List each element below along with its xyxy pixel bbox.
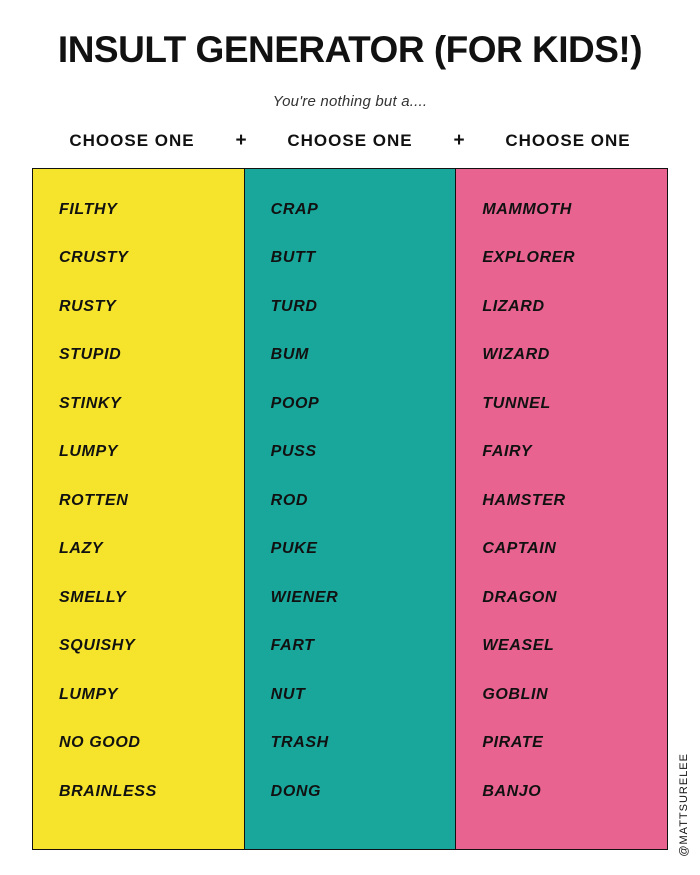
- list-item: ROD: [270, 491, 309, 509]
- word-columns: [32, 168, 668, 850]
- list-item: NO GOOD: [59, 734, 141, 752]
- list-item: BUM: [270, 346, 309, 364]
- list-item: EXPLORER: [482, 249, 576, 267]
- list-item: WEASEL: [482, 637, 555, 655]
- list-item: POOP: [270, 394, 320, 412]
- list-item: FAIRY: [482, 443, 533, 461]
- word-column-3: [455, 169, 667, 849]
- plus-separator-2: +: [453, 129, 465, 151]
- list-item: LIZARD: [482, 297, 545, 315]
- list-item: FART: [270, 637, 315, 655]
- column-header-2: CHOOSE ONE: [287, 130, 413, 150]
- list-item: TURD: [270, 297, 318, 315]
- list-item: PUKE: [270, 540, 318, 558]
- list-item: LAZY: [59, 540, 104, 558]
- list-item: DONG: [270, 782, 322, 800]
- watermark: @MATTSURELEE: [678, 753, 690, 857]
- list-item: MAMMOTH: [482, 200, 572, 218]
- list-item: SQUISHY: [59, 637, 136, 655]
- list-item: PIRATE: [482, 734, 544, 752]
- page-title: INSULT GENERATOR (FOR KIDS!): [57, 29, 643, 70]
- list-item: TRASH: [270, 734, 329, 752]
- list-item: FILTHY: [59, 200, 118, 218]
- list-item: RUSTY: [59, 297, 117, 315]
- list-item: CAPTAIN: [482, 540, 557, 558]
- list-item: SMELLY: [59, 588, 127, 606]
- word-column-1: [33, 169, 244, 849]
- list-item: CRUSTY: [59, 249, 129, 267]
- subtitle: You're nothing but a....: [272, 92, 428, 110]
- plus-separator-1: +: [235, 129, 247, 151]
- word-column-2: [244, 169, 456, 849]
- list-item: STINKY: [59, 394, 122, 412]
- list-item: BUTT: [270, 249, 316, 267]
- list-item: GOBLIN: [482, 685, 549, 703]
- list-item: LUMPY: [59, 685, 118, 703]
- list-item: WIZARD: [482, 346, 550, 364]
- list-item: DRAGON: [482, 588, 558, 606]
- column-header-1: CHOOSE ONE: [69, 130, 195, 150]
- list-item: TUNNEL: [482, 394, 551, 412]
- list-item: NUT: [270, 685, 306, 703]
- list-item: HAMSTER: [482, 491, 566, 509]
- list-item: ROTTEN: [59, 491, 129, 509]
- list-item: BANJO: [482, 782, 542, 800]
- list-item: CRAP: [270, 200, 319, 218]
- list-item: BRAINLESS: [59, 782, 157, 800]
- list-item: STUPID: [59, 346, 122, 364]
- list-item: LUMPY: [59, 443, 118, 461]
- list-item: PUSS: [270, 443, 317, 461]
- column-header-3: CHOOSE ONE: [505, 130, 631, 150]
- column-headers: [0, 130, 700, 152]
- list-item: WIENER: [270, 588, 339, 606]
